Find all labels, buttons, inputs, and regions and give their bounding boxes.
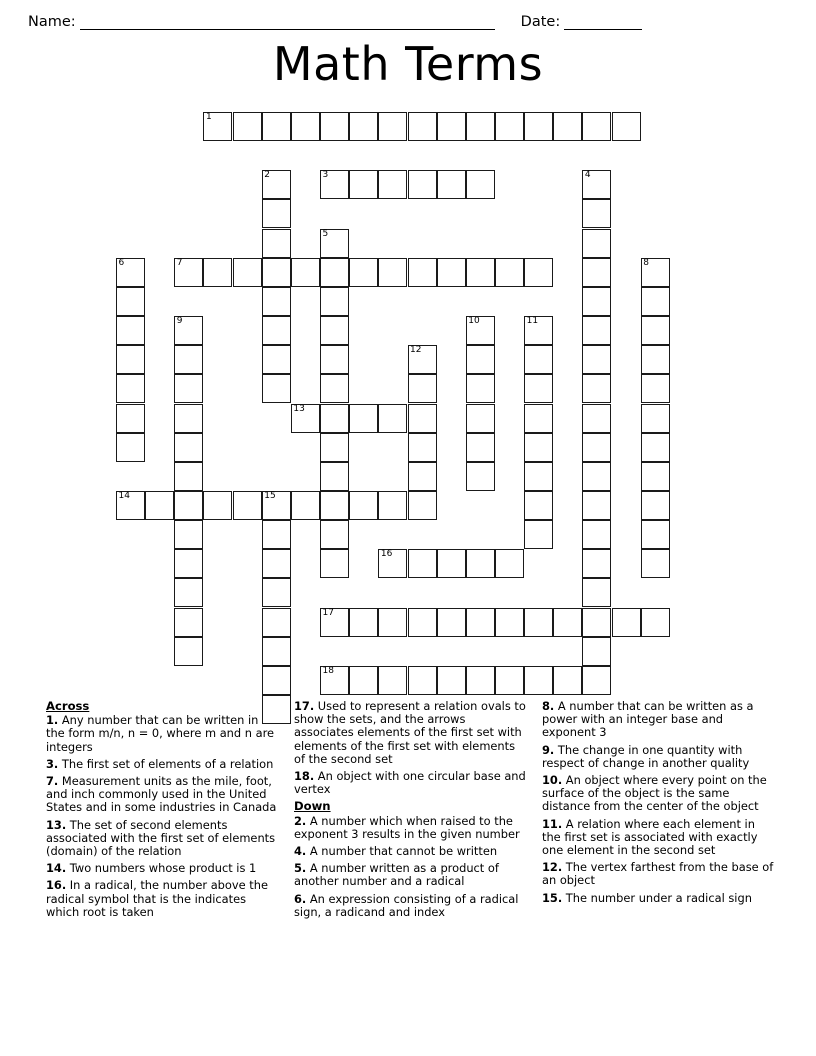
crossword-cell[interactable] [524,404,553,433]
crossword-cell[interactable] [495,608,524,637]
crossword-cell[interactable] [466,316,495,345]
crossword-cell[interactable] [262,491,291,520]
clue-number: 8. [542,699,555,713]
clue-number-12: 12 [410,345,422,356]
crossword-cell[interactable] [408,549,437,578]
crossword-cell[interactable] [524,608,553,637]
crossword-cell[interactable] [378,258,407,287]
crossword-cell[interactable] [262,608,291,637]
crossword-cell[interactable] [174,637,203,666]
crossword-cell[interactable] [466,170,495,199]
clue-number: 9. [542,742,555,757]
crossword-cell[interactable] [378,549,407,578]
crossword-cell[interactable] [320,520,349,549]
crossword-cell[interactable] [641,433,670,462]
crossword-cell[interactable] [349,112,378,141]
crossword-cell[interactable] [524,112,553,141]
clue-text: Two numbers whose product is 1 [66,861,257,876]
name-date-bar [0,0,816,30]
crossword-cell[interactable] [582,287,611,316]
crossword-cell[interactable] [233,112,262,141]
crossword-cell[interactable] [641,316,670,345]
crossword-cell[interactable] [116,287,145,316]
crossword-cell[interactable] [320,316,349,345]
crossword-cell[interactable] [466,608,495,637]
clue-across-7 [46,775,280,815]
crossword-cell[interactable] [582,549,611,578]
crossword-cell[interactable] [582,637,611,666]
crossword-cell[interactable] [524,258,553,287]
clue-down-8 [542,700,776,740]
crossword-cell[interactable] [641,491,670,520]
crossword-cell[interactable] [320,287,349,316]
clue-down-12 [542,861,776,887]
clue-across-13 [46,819,280,859]
crossword-cell[interactable] [320,345,349,374]
clue-text: An expression consisting of a radical sign, a radicand and index [294,891,519,919]
crossword-cell[interactable] [582,462,611,491]
crossword-cell[interactable] [378,404,407,433]
crossword-cell[interactable] [437,549,466,578]
crossword-cell[interactable] [408,666,437,695]
crossword-cell[interactable] [203,258,232,287]
date-label: Date: [520,14,561,30]
clue-down-15 [542,892,776,905]
clue-number: 7. [46,774,59,789]
clue-number-2: 2 [264,170,270,181]
crossword-cell[interactable] [233,491,262,520]
crossword-cell[interactable] [116,491,145,520]
crossword-cell[interactable] [320,433,349,462]
clue-number: 6. [294,891,307,906]
clue-text: Measurement units as the mile, foot, and inch commonly used in the United States and in some industries in Canada [46,774,277,815]
crossword-cell[interactable] [524,316,553,345]
crossword-cell[interactable] [233,258,262,287]
crossword-cell[interactable] [116,404,145,433]
crossword-cell[interactable] [524,491,553,520]
clue-number: 2. [294,813,307,828]
crossword-cell[interactable] [641,404,670,433]
crossword-cell[interactable] [262,112,291,141]
clue-text: A number written as a product of another number and a radical [294,861,499,889]
clue-number-16: 16 [380,549,393,560]
clue-down-5 [294,862,528,888]
crossword-cell[interactable] [174,404,203,433]
crossword-cell[interactable] [174,374,203,403]
clue-number: 1. [46,713,59,728]
crossword-cell[interactable] [582,258,611,287]
crossword-cell[interactable] [262,520,291,549]
clue-column-3 [542,700,776,970]
crossword-cell[interactable] [262,229,291,258]
clue-number: 16. [46,878,67,893]
crossword-cell[interactable] [582,666,611,695]
crossword-cell[interactable] [291,112,320,141]
crossword-cell[interactable] [378,666,407,695]
crossword-cell[interactable] [553,666,582,695]
crossword-cell[interactable] [320,170,349,199]
clue-number: 11. [542,816,563,831]
crossword-cell[interactable] [582,316,611,345]
clue-text: A number which when raised to the exponent 3 results in the given number [294,813,520,841]
crossword-cell[interactable] [582,433,611,462]
clue-text: The set of second elements associated with the first set of elements (domain) of the relation [46,817,276,859]
crossword-cell[interactable] [262,637,291,666]
clue-number: 3. [46,756,59,771]
crossword-cell[interactable] [291,491,320,520]
crossword-cell[interactable] [612,112,641,141]
clue-number: 15. [542,890,563,905]
date-write-in-line[interactable] [564,15,642,30]
crossword-cell[interactable] [524,433,553,462]
crossword-cell[interactable] [524,374,553,403]
across-heading: Across [46,699,90,713]
crossword-cell[interactable] [408,404,437,433]
crossword-cell[interactable] [320,491,349,520]
crossword-cell[interactable] [116,316,145,345]
crossword-cell[interactable] [437,666,466,695]
clue-number-11: 11 [526,316,539,327]
crossword-cell[interactable] [641,345,670,374]
crossword-cell[interactable] [174,520,203,549]
clue-column-2 [294,700,528,970]
crossword-cell[interactable] [349,258,378,287]
clue-number-4: 4 [584,170,591,181]
crossword-cell[interactable] [262,666,291,695]
clue-number: 13. [46,817,67,832]
crossword-cell[interactable] [466,666,495,695]
crossword-cell[interactable] [320,666,349,695]
clue-number-13: 13 [293,403,305,414]
crossword-cell[interactable] [408,258,437,287]
clue-text: A number that can be written as a power with an integer base and exponent 3 [542,699,754,740]
crossword-cell[interactable] [174,578,203,607]
crossword-cell[interactable] [378,608,407,637]
crossword-cell[interactable] [408,345,437,374]
crossword-cell[interactable] [582,578,611,607]
crossword-cell[interactable] [553,608,582,637]
crossword-cell[interactable] [582,374,611,403]
crossword-cell[interactable] [437,608,466,637]
crossword-cell[interactable] [408,170,437,199]
crossword-cell[interactable] [641,258,670,287]
clue-down-4 [294,845,528,858]
clue-number-18: 18 [322,665,334,676]
crossword-cell[interactable] [174,345,203,374]
clue-number: 10. [542,773,563,788]
clue-number: 18. [294,769,315,784]
clue-column-1 [46,700,280,970]
crossword-cell[interactable] [495,258,524,287]
crossword-cell[interactable] [378,170,407,199]
clue-text: The change in one quantity with respect of change in another quality [542,742,750,770]
clue-number: 4. [294,844,307,859]
crossword-cell[interactable] [466,433,495,462]
crossword-cell[interactable] [116,433,145,462]
crossword-cell[interactable] [466,112,495,141]
crossword-cell[interactable] [262,549,291,578]
crossword-grid [116,112,700,696]
clue-across-3 [46,758,280,771]
crossword-cell[interactable] [582,520,611,549]
crossword-cell[interactable] [437,170,466,199]
clue-across-14 [46,862,280,875]
crossword-cell[interactable] [553,112,582,141]
crossword-cell[interactable] [320,608,349,637]
clue-text: The first set of elements of a relation [58,756,274,771]
crossword-cell[interactable] [408,462,437,491]
clue-down-2 [294,815,528,841]
crossword-cell[interactable] [203,112,232,141]
crossword-cell[interactable] [320,462,349,491]
crossword-cell[interactable] [174,433,203,462]
crossword-cell[interactable] [495,112,524,141]
crossword-cell[interactable] [524,666,553,695]
clue-text: Any number that can be written in the form m/n, n = 0, where m and n are integers [46,713,275,754]
crossword-cell[interactable] [116,345,145,374]
clue-number-6: 6 [118,257,125,268]
crossword-cell[interactable] [466,404,495,433]
clue-down-6 [294,893,528,919]
clue-number-7: 7 [176,257,183,268]
crossword-cell[interactable] [174,549,203,578]
crossword-cell[interactable] [145,491,174,520]
crossword-cell[interactable] [408,112,437,141]
crossword-cell[interactable] [262,578,291,607]
clue-down-10 [542,774,776,814]
clue-text: A relation where each element in the first set is associated with exactly one element in the second set [542,816,758,858]
clue-number: 5. [294,861,307,876]
crossword-cell[interactable] [291,404,320,433]
clue-across-18 [294,770,528,796]
clue-text: An object where every point on the surface of the object is the same distance from the center of the object [542,773,767,814]
clue-text: An object with one circular base and vertex [294,769,526,797]
clue-text: In a radical, the number above the radical symbol that is the indicates which root is taken [46,878,268,919]
crossword-cell[interactable] [320,258,349,287]
crossword-cell[interactable] [524,462,553,491]
clue-number-3: 3 [322,170,329,181]
name-write-in-line[interactable] [80,15,495,30]
crossword-cell[interactable] [495,666,524,695]
name-label: Name: [28,14,76,30]
clue-text: A number that cannot be written [306,844,498,859]
clue-number-10: 10 [468,316,480,327]
crossword-cell[interactable] [466,258,495,287]
crossword-cell[interactable] [349,491,378,520]
crossword-cell[interactable] [408,608,437,637]
crossword-cell[interactable] [320,404,349,433]
crossword-cell[interactable] [641,608,670,637]
clue-across-16 [46,879,280,919]
crossword-cell[interactable] [466,374,495,403]
crossword-cell[interactable] [349,666,378,695]
crossword-cell[interactable] [262,345,291,374]
crossword-cell[interactable] [641,462,670,491]
crossword-cell[interactable] [641,374,670,403]
crossword-cell[interactable] [582,199,611,228]
clue-across-1 [46,714,280,754]
clue-number-17: 17 [322,607,334,618]
crossword-cell[interactable] [262,287,291,316]
crossword-cell[interactable] [320,229,349,258]
crossword-cell[interactable] [174,462,203,491]
crossword-cell[interactable] [408,433,437,462]
crossword-cell[interactable] [349,170,378,199]
clue-text: The vertex farthest from the base of an object [542,860,774,888]
clue-number-5: 5 [322,228,329,239]
crossword-cell[interactable] [524,345,553,374]
crossword-cell[interactable] [262,199,291,228]
crossword-cell[interactable] [466,462,495,491]
clue-text: The number under a radical sign [562,890,752,905]
crossword-cell[interactable] [582,229,611,258]
crossword-cell[interactable] [349,404,378,433]
crossword-cell[interactable] [320,549,349,578]
clue-text: Used to represent a relation ovals to show the sets, and the arrows associates elements of the first set with elements of the first set with elements of the second set [294,699,526,766]
crossword-cell[interactable] [408,491,437,520]
crossword-cell[interactable] [495,549,524,578]
crossword-cell[interactable] [582,404,611,433]
crossword-cell[interactable] [466,549,495,578]
crossword-cell[interactable] [349,608,378,637]
crossword-cell[interactable] [437,258,466,287]
crossword-cell[interactable] [320,112,349,141]
crossword-cell[interactable] [582,491,611,520]
crossword-cell[interactable] [612,608,641,637]
crossword-cell[interactable] [582,170,611,199]
crossword-cell[interactable] [174,258,203,287]
clue-down-9 [542,744,776,770]
clues-section [46,700,776,970]
crossword-cell[interactable] [116,374,145,403]
crossword-cell[interactable] [262,170,291,199]
crossword-cell[interactable] [641,549,670,578]
crossword-cell[interactable] [466,345,495,374]
crossword-cell[interactable] [174,316,203,345]
crossword-cell[interactable] [582,112,611,141]
crossword-cell[interactable] [291,258,320,287]
down-heading: Down [294,799,331,814]
crossword-cell[interactable] [174,608,203,637]
clue-number: 12. [542,860,563,875]
crossword-cell[interactable] [582,608,611,637]
crossword-cell[interactable] [408,374,437,403]
crossword-cell[interactable] [378,491,407,520]
clue-number-1: 1 [205,112,212,122]
crossword-cell[interactable] [641,520,670,549]
page-title: Math Terms [272,37,544,91]
clue-number: 14. [46,861,67,876]
crossword-cell[interactable] [582,345,611,374]
clue-across-17 [294,700,528,766]
crossword-cell[interactable] [641,287,670,316]
crossword-cell[interactable] [174,491,203,520]
clue-number-9: 9 [176,316,183,327]
clue-number-8: 8 [643,257,649,268]
clue-number-15: 15 [264,490,276,501]
crossword-cell[interactable] [378,112,407,141]
crossword-cell[interactable] [262,316,291,345]
crossword-cell[interactable] [524,520,553,549]
clue-down-11 [542,818,776,858]
crossword-cell[interactable] [320,374,349,403]
crossword-cell[interactable] [116,258,145,287]
crossword-cell[interactable] [203,491,232,520]
crossword-cell[interactable] [262,258,291,287]
crossword-cell[interactable] [437,112,466,141]
clue-number: 17. [294,699,315,713]
crossword-cell[interactable] [262,374,291,403]
clue-number-14: 14 [118,490,130,501]
